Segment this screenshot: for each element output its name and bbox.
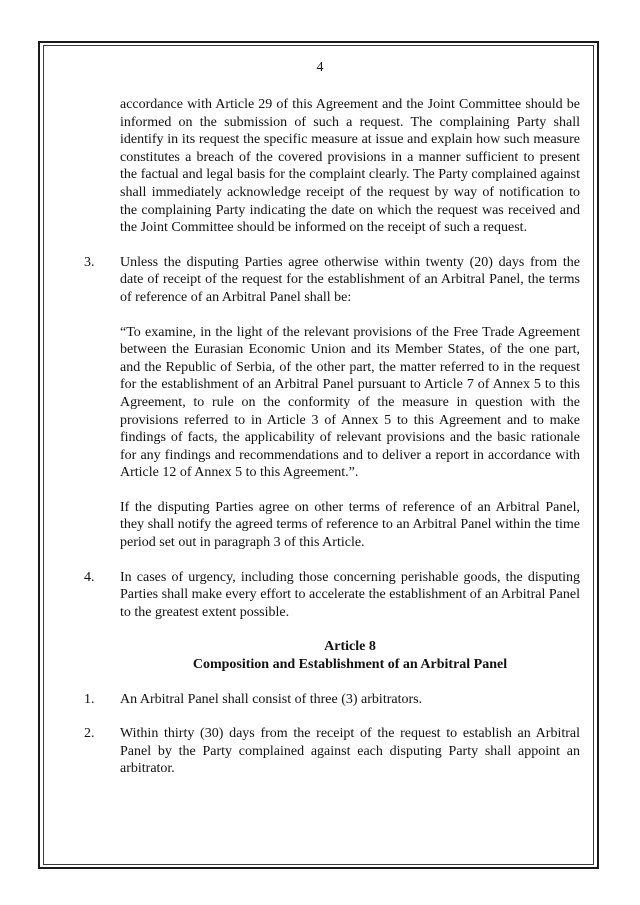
article-paragraph-1-text: An Arbitral Panel shall consist of three (3) arbitrators. [120,691,423,707]
paragraph-3-text: Unless the disputing Parties agree otherwise within twenty (20) days from the date of receipt of the request for the establishment of an Arbitral Panel, the terms of reference of an Arbitral Panel shall be: [120,254,580,305]
article-title: Article 8 [324,639,376,655]
terms-of-reference-quote: “To examine, in the light of the relevant provisions of the Free Trade Agreement between the Eurasian Economic Union and its Member States, of the one part, and the Republic of Serbia, of the other part, the matter referred to in the request for the establishment of an Arbitral Panel pursuant to Article 7 of Annex 5 to this Agreement, to rule on the conformity of the measure in question with the provisions referred to in Article 3 of Annex 5 to this Agreement and to make findings of facts, the applicability of relevant provisions and the basic rationale for any findings and recommendations and to deliver a report in accordance with Article 12 of Annex 5 to this Agreement.”. [120,324,580,481]
paragraph-4-number: 4. [84,569,95,585]
article-paragraph-2 [84,725,580,778]
document-body [84,96,580,778]
article-paragraph-1-number: 1. [84,691,95,707]
terms-of-reference-followup: If the disputing Parties agree on other terms of reference of an Arbitral Panel, they shall notify the agreed terms of reference to an Arbitral Panel within the time period set out in paragraph 3 of this Article. [120,499,580,551]
page-number: 4 [316,60,324,75]
paragraph-3 [84,254,580,307]
continuation-paragraph: accordance with Article 29 of this Agreement and the Joint Committee should be informed on the submission of such a request. The complaining Party shall identify in its request the specific measure at issue and explain how such measure constitutes a breach of the covered provisions in a manner sufficient to present the factual and legal basis for the complaint clearly. The Party complained against shall immediately acknowledge receipt of the request by way of notification to the complaining Party indicating the date on which the request was received and the Joint Committee should be informed on the receipt of such a request. [120,97,580,236]
paragraph-3-number: 3. [84,254,95,270]
article-paragraph-1 [84,691,580,709]
article-paragraph-2-text: Within thirty (30) days from the receipt of the request to establish an Arbitral Panel by the Party complained against each disputing Party shall appoint an arbitrator. [120,726,580,777]
paragraph-4 [84,569,580,622]
article-paragraph-2-number: 2. [84,726,95,742]
article-subtitle: Composition and Establishment of an Arbitral Panel [192,657,508,673]
paragraph-4-text: In cases of urgency, including those concerning perishable goods, the disputing Parties shall make every effort to accelerate the establishment of an Arbitral Panel to the greatest extent possible. [120,569,580,620]
